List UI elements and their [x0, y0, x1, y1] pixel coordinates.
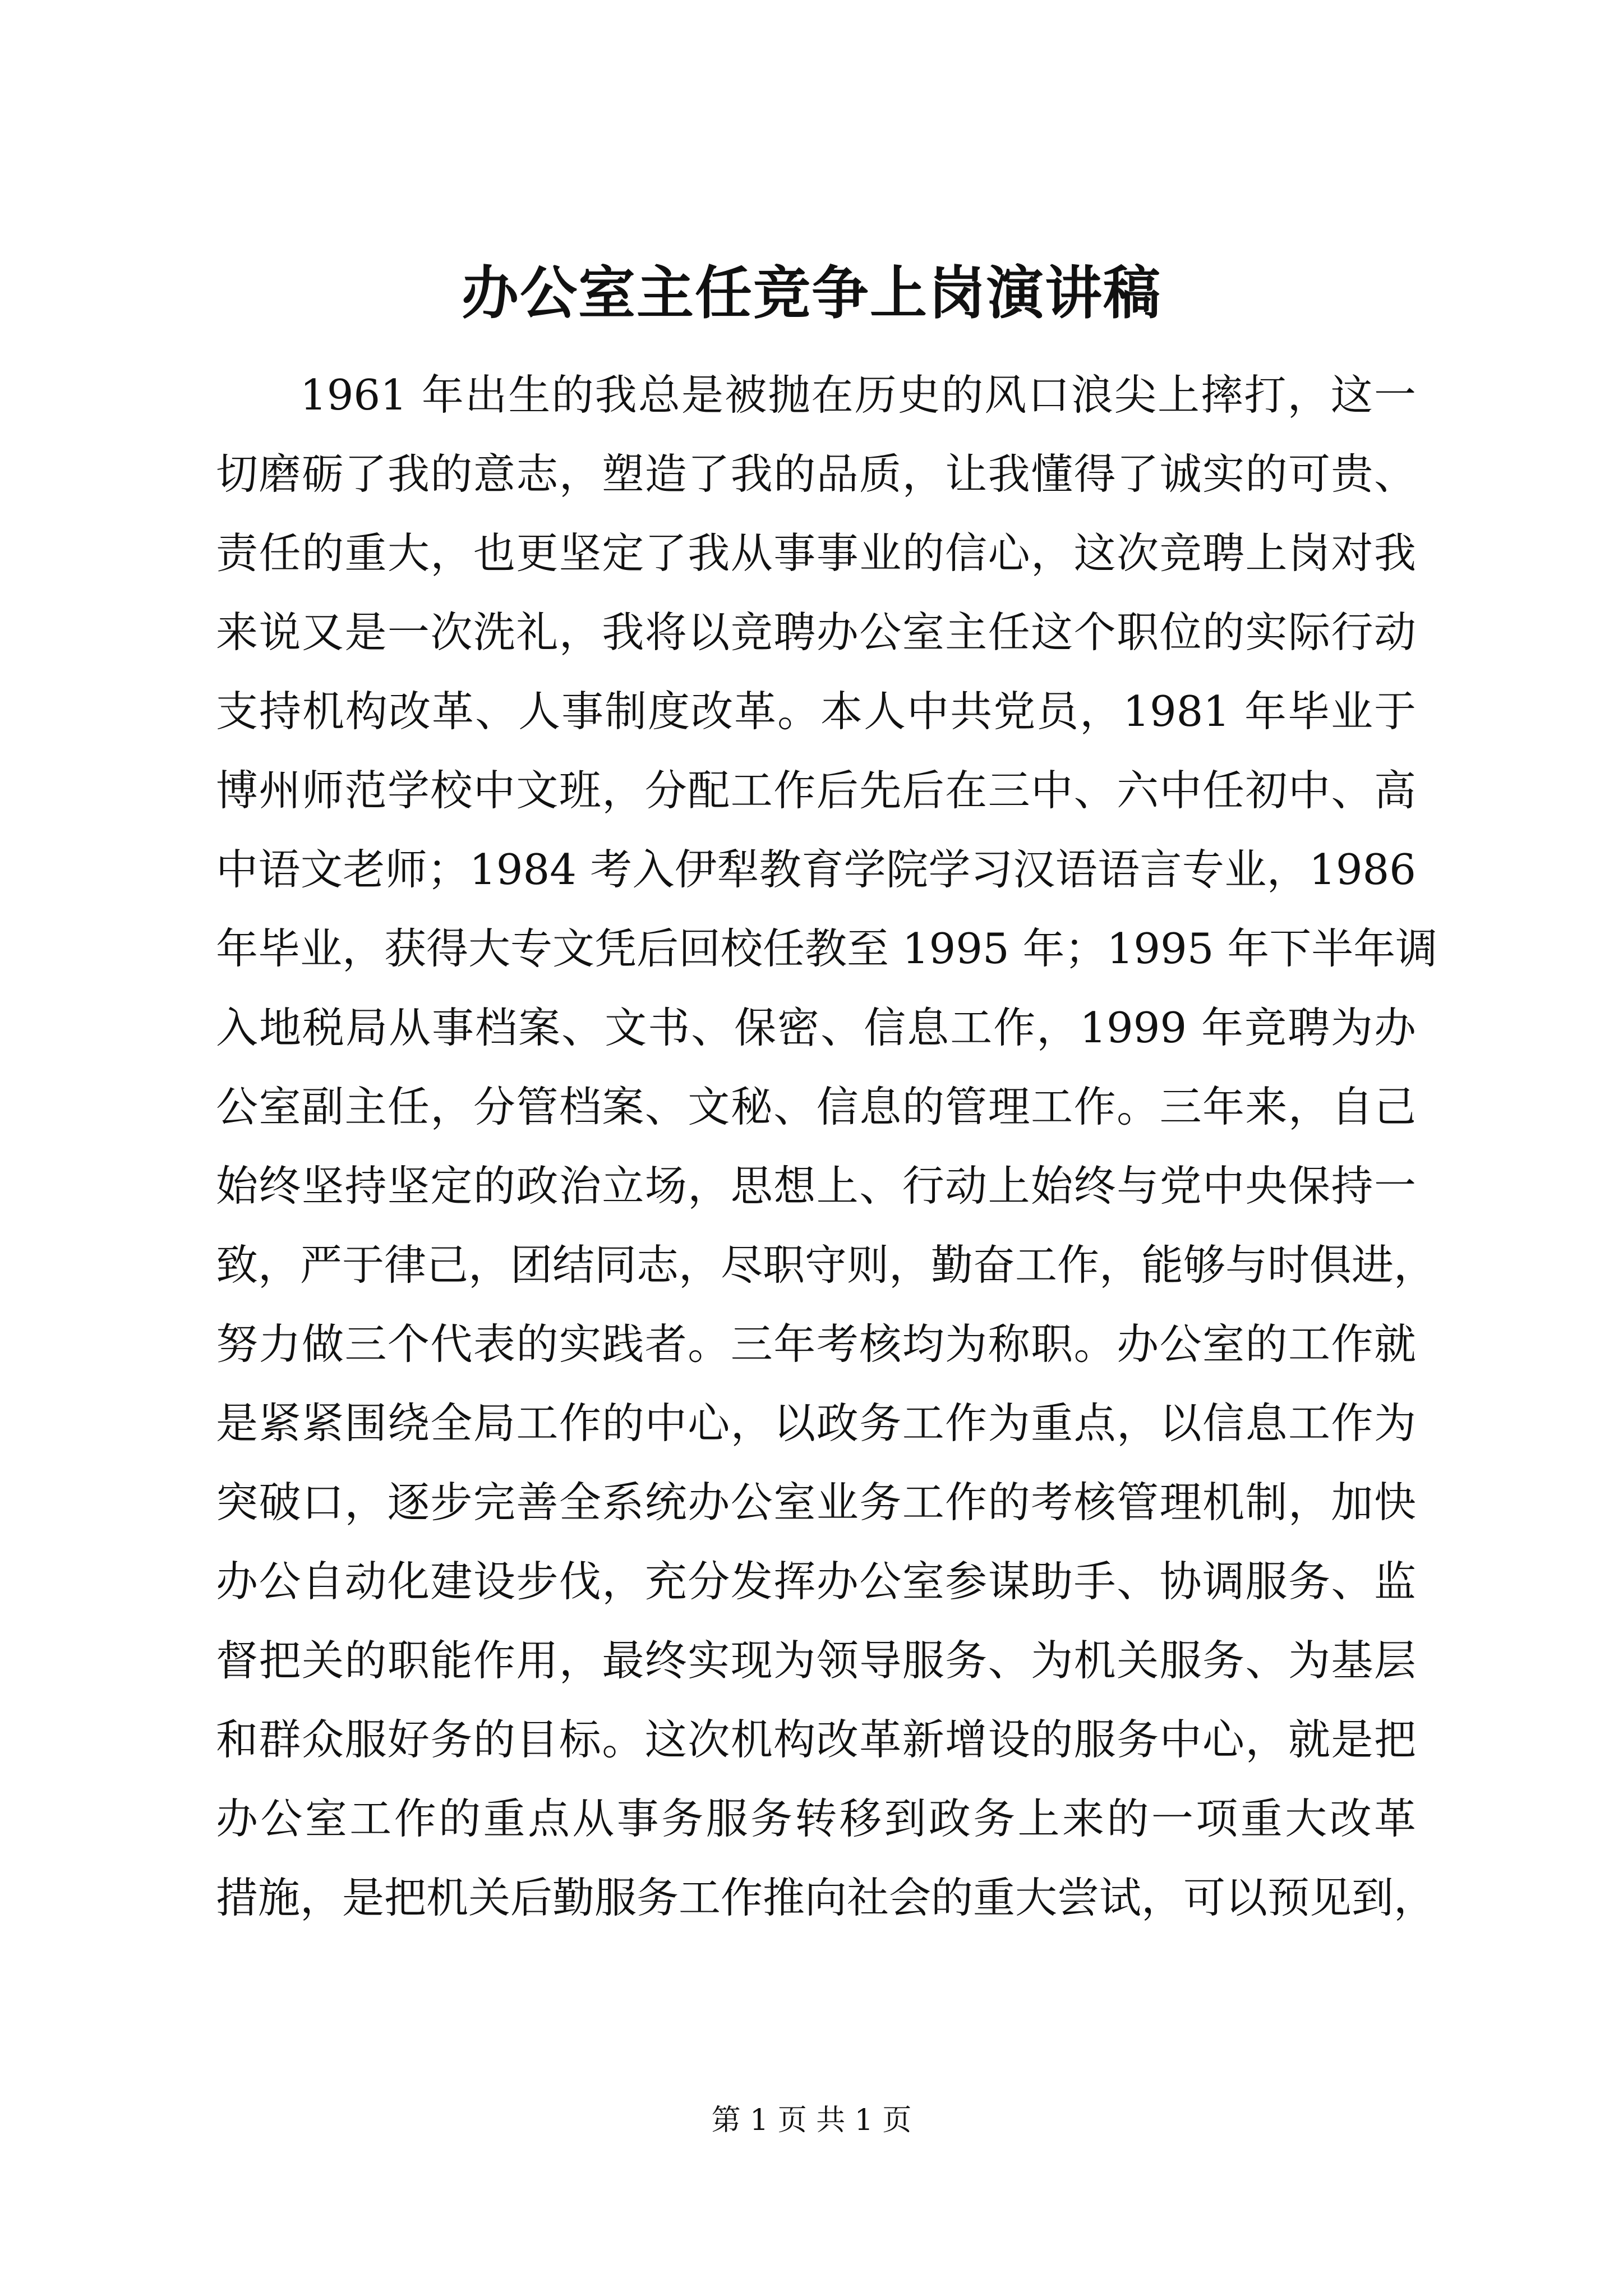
- paragraph-line: 来说又是一次洗礼，我将以竞聘办公室主任这个职位的实际行动: [216, 608, 1416, 657]
- paragraph-line: 办公自动化建设步伐，充分发挥办公室参谋助手、协调服务、监: [216, 1557, 1416, 1606]
- paragraph-line: 措施，是把机关后勤服务工作推向社会的重大尝试，可以预见到，: [216, 1873, 1436, 1922]
- paragraph-line: 支持机构改革、人事制度改革。本人中共党员，1981 年毕业于: [216, 687, 1416, 736]
- page-footer: 第 1 页 共 1 页: [711, 2104, 912, 2137]
- document-title: 办公室主任竞争上岗演讲稿: [462, 260, 1161, 327]
- paragraph-line: 督把关的职能作用，最终实现为领导服务、为机关服务、为基层: [216, 1636, 1416, 1685]
- paragraph-line: 突破口，逐步完善全系统办公室业务工作的考核管理机制，加快: [216, 1478, 1416, 1527]
- paragraph-line: 和群众服好务的目标。这次机构改革新增设的服务中心，就是把: [216, 1715, 1416, 1764]
- paragraph-line: 努力做三个代表的实践者。三年考核均为称职。办公室的工作就: [216, 1319, 1416, 1369]
- paragraph-line: 入地税局从事档案、文书、保密、信息工作，1999 年竞聘为办: [216, 1003, 1416, 1052]
- paragraph-line: 公室副主任，分管档案、文秘、信息的管理工作。三年来，自己: [216, 1082, 1416, 1131]
- paragraph-line: 致，严于律己，团结同志，尽职守则，勤奋工作，能够与时俱进，: [216, 1240, 1436, 1290]
- paragraph-line: 始终坚持坚定的政治立场，思想上、行动上始终与党中央保持一: [216, 1161, 1416, 1211]
- paragraph-line: 切磨砺了我的意志，塑造了我的品质，让我懂得了诚实的可贵、: [216, 449, 1416, 499]
- paragraph-line: 年毕业，获得大专文凭后回校任教至 1995 年；1995 年下半年调: [216, 924, 1438, 973]
- paragraph-line: 办公室工作的重点从事务服务转移到政务上来的一项重大改革: [216, 1794, 1416, 1843]
- body-paragraph: [216, 356, 1438, 1938]
- paragraph-line: 博州师范学校中文班，分配工作后先后在三中、六中任初中、高: [216, 766, 1416, 815]
- paragraph-line: 是紧紧围绕全局工作的中心，以政务工作为重点，以信息工作为: [216, 1398, 1416, 1448]
- paragraph-line: 中语文老师；1984 考入伊犁教育学院学习汉语语言专业，1986: [216, 845, 1416, 894]
- paragraph-line: 1961 年出生的我总是被抛在历史的风口浪尖上摔打，这一: [300, 370, 1416, 420]
- paragraph-line: 责任的重大，也更坚定了我从事事业的信心，这次竞聘上岗对我: [216, 528, 1416, 578]
